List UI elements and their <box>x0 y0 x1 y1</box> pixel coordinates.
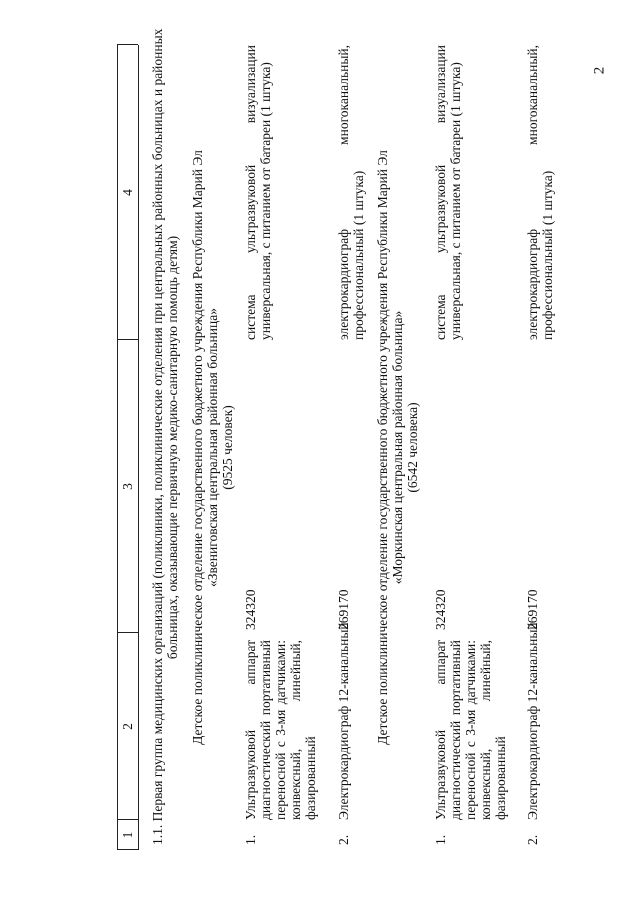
equipment-name-line: диагностический портативный <box>448 640 463 820</box>
equipment-description-line: электрокардиограф многоканальный, <box>336 45 351 340</box>
column-number-2: 2 <box>120 723 135 730</box>
equipment-description-line: универсальная, с питанием от батареи (1 штука) <box>258 62 273 340</box>
section-2-title-line-1: Детское поликлиническое отделение государственного бюджетного учреждения Республики Марий Эл <box>375 150 390 745</box>
table-top-border <box>117 45 118 850</box>
equipment-code: 324320 <box>433 589 448 630</box>
section-2-population: (6542 человека) <box>405 402 420 493</box>
row-number: 2. <box>525 834 540 845</box>
section-1-population: (9525 человек) <box>220 405 235 490</box>
equipment-description-line: система ультразвуковой визуализации <box>243 45 258 340</box>
equipment-name-line: конвексный, линейный, <box>478 640 493 820</box>
equipment-name-line: фазированный <box>493 736 508 820</box>
equipment-description-line: система ультразвуковой визуализации <box>433 45 448 340</box>
equipment-code: 269170 <box>525 589 540 630</box>
group-heading-line-1: 1.1. Первая группа медицинских организаций (поликлиники, поликлинические отделения при центральных районных больницах и районных <box>150 28 165 845</box>
equipment-name-line: Ультразвуковой аппарат <box>243 640 258 820</box>
equipment-description-line: профессиональный (1 штука) <box>351 170 366 340</box>
equipment-name-line: Ультразвуковой аппарат <box>433 640 448 820</box>
column-number-3: 3 <box>120 483 135 490</box>
equipment-code: 269170 <box>336 589 351 630</box>
equipment-name-line: конвексный, линейный, <box>288 640 303 820</box>
equipment-name-line: переносной с 3-мя датчиками: <box>463 640 478 820</box>
equipment-description-line: электрокардиограф многоканальный, <box>525 45 540 340</box>
equipment-name-line: Электрокардиограф 12-канальный <box>336 622 351 820</box>
group-heading-line-2: больницах, оказывающие первичную медико-санитарную помощь детям) <box>165 235 180 660</box>
equipment-description-line: универсальная, с питанием от батареи (1 штука) <box>448 62 463 340</box>
section-2-title-line-2: «Моркинская центральная районная больница» <box>390 310 405 585</box>
equipment-name-line: фазированный <box>303 736 318 820</box>
page-number: 2 <box>590 66 607 75</box>
section-1-title-line-2: «Звениговская центральная районная больница» <box>205 308 220 587</box>
header-row-border <box>138 45 139 850</box>
equipment-name-line: переносной с 3-мя датчиками: <box>273 640 288 820</box>
column-number-1: 1 <box>120 831 135 839</box>
row-number: 2. <box>336 834 351 845</box>
column-number-4: 4 <box>120 189 135 196</box>
equipment-name-line: Электрокардиограф 12-канальный <box>525 622 540 820</box>
row-number: 1. <box>433 834 448 845</box>
equipment-description-line: профессиональный (1 штука) <box>540 170 555 340</box>
equipment-code: 324320 <box>243 589 258 630</box>
section-1-title-line-1: Детское поликлиническое отделение государственного бюджетного учреждения Республики Марий Эл <box>190 150 205 745</box>
equipment-name-line: диагностический портативный <box>258 640 273 820</box>
row-number: 1. <box>243 834 258 845</box>
